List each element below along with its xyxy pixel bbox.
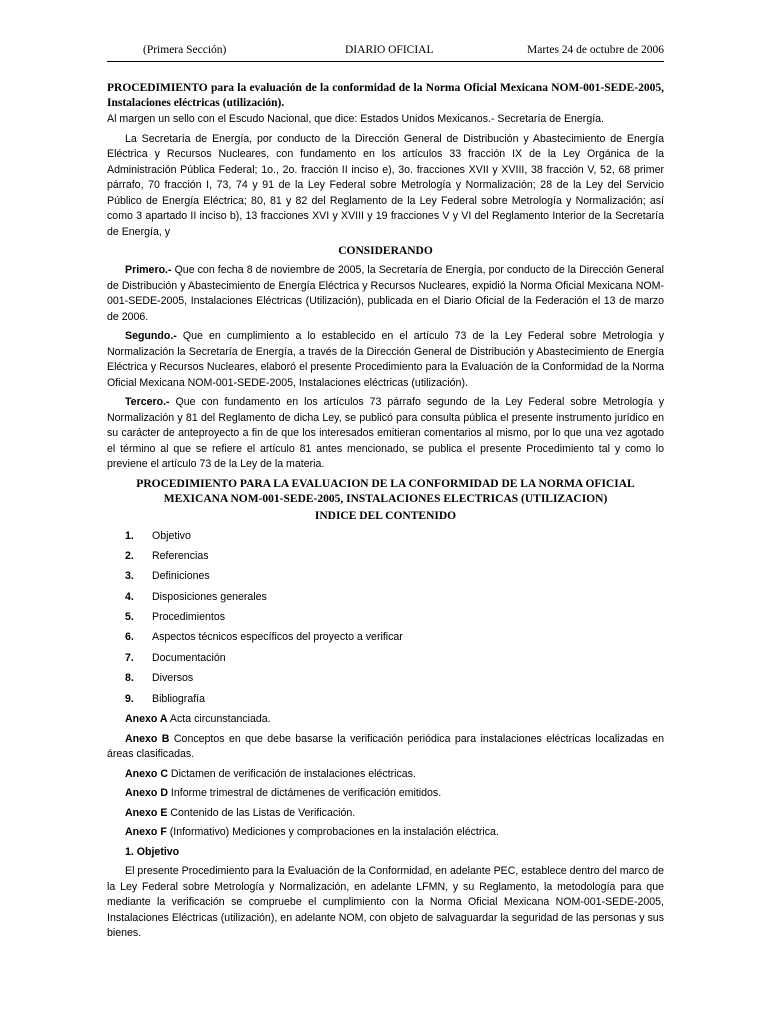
procedure-heading-line-2: MEXICANA NOM-001-SEDE-2005, INSTALACIONES ELECTRICAS (UTILIZACION) (163, 492, 608, 505)
toc-label: Documentación (152, 651, 226, 664)
tercero-label: Tercero.- (125, 396, 170, 408)
toc-number: 5. (125, 611, 134, 624)
toc-item (107, 590, 664, 610)
toc-item (107, 569, 664, 589)
considerando-tercero (107, 395, 664, 473)
section-1-paragraph: El presente Procedimiento para la Evaluación de la Conformidad, en adelante PEC, establece dentro del marco de la Ley Federal sobre Metrología y Normalización, en adelante LFMN, y su Reglamento, la metodología para que mediante la verificación se compruebe el cumplimiento con la Norma Oficial Mexicana NOM-001-SEDE-2005, Instalaciones Eléctricas (utilización), en adelante NOM, con objeto de salvaguardar la seguridad de las personas y sus bienes. (107, 865, 664, 940)
toc-number: 8. (125, 672, 134, 685)
toc-label: Referencias (152, 549, 209, 562)
toc-label: Aspectos técnicos específicos del proyecto a verificar (152, 631, 403, 644)
toc-number: 2. (125, 549, 134, 562)
document-title: PROCEDIMIENTO para la evaluación de la conformidad de la Norma Oficial Mexicana NOM-001-SEDE-2005, Instalaciones eléctricas (utilización). (107, 82, 664, 109)
toc-item (107, 630, 664, 650)
annex-e (107, 806, 664, 822)
header-publication: DIARIO OFICIAL (345, 44, 434, 56)
annex-label: Anexo D (125, 787, 168, 800)
toc-label: Definiciones (152, 570, 210, 583)
toc-label: Diversos (152, 672, 194, 685)
section-1-heading: 1. Objetivo (125, 845, 180, 858)
segundo-text: Que en cumplimiento a lo establecido en el artículo 73 de la Ley Federal sobre Metrología y Normalización la Secretaría de Energía, a través de la Dirección General de Distribución y Abastecimiento de Energía Eléctrica y Recursos Nucleares, elaboró el presente Procedimiento para la Evaluación de la Conformidad de la Norma Oficial Mexicana NOM-001-SEDE-2005, Instalaciones eléctricas (utilización). (107, 330, 664, 389)
annex-label: Anexo A (125, 713, 168, 726)
procedure-heading-line-1: PROCEDIMIENTO PARA LA EVALUACION DE LA CONFORMIDAD DE LA NORMA OFICIAL (136, 477, 635, 490)
annex-b (107, 732, 664, 763)
toc-number: 3. (125, 570, 134, 583)
toc-item (107, 692, 664, 712)
annex-c (107, 767, 664, 783)
considerando-segundo (107, 329, 664, 391)
header-divider (107, 61, 664, 62)
toc-item (107, 671, 664, 691)
toc-label: Objetivo (152, 529, 191, 542)
segundo-label: Segundo.- (125, 330, 177, 342)
document-body (107, 81, 664, 946)
annex-label: Anexo F (125, 826, 167, 839)
considerando-heading: CONSIDERANDO (338, 245, 433, 257)
considerando-primero (107, 263, 664, 325)
procedure-heading (107, 477, 664, 507)
annex-f (107, 825, 664, 841)
table-of-contents (107, 529, 664, 713)
annex-text: Dictamen de verificación de instalaciones eléctricas. (167, 767, 416, 780)
toc-label: Bibliografía (152, 692, 205, 705)
toc-item (107, 529, 664, 549)
tercero-text: Que con fundamento en los artículos 73 párrafo segundo de la Ley Federal sobre Metrología y Normalización y 81 del Reglamento de dicha Ley, se publicó para consulta pública el presente instrumento jurídico en su carácter de anteproyecto a fin de que los interesados emitieran comentarios al mismo, por lo que una vez agotado el término al que se refiere el artículo 81 antes mencionado, se publica el presente Procedimiento tal y como lo previene el artículo 73 de la Ley de la materia. (107, 396, 664, 470)
page-header (107, 44, 664, 60)
preamble-paragraph: La Secretaría de Energía, por conducto de la Dirección General de Distribución y Abastecimiento de Energía Eléctrica y Recursos Nucleares, con fundamento en los artículos 33 fracción IX de la Ley Orgánica de la Administración Pública Federal; 1o., 2o. fracción II inciso e), 3o. fracciones XVII y XVIII, 38 fracción V, 52, 68 primer párrafo, 70 fracción I, 73, 74 y 91 de la Ley Federal sobre Metrología y Normalización; 28 de la Ley del Servicio Público de Energía Eléctrica; 80, 81 y 82 del Reglamento de la Ley Federal sobre Metrología y Normalización; así como 3 apartado II inciso b), 13 fracciones XVI y XVIII y 19 fracciones V y VI del Reglamento Interior de la Secretaría de Energía, y (107, 132, 664, 238)
index-heading: INDICE DEL CONTENIDO (314, 509, 457, 522)
header-section: (Primera Sección) (143, 44, 227, 56)
toc-item (107, 610, 664, 630)
annex-text: Informe trimestral de dictámenes de verificación emitidos. (167, 787, 442, 800)
primero-label: Primero.- (125, 264, 172, 276)
annex-text: Contenido de las Listas de Verificación. (167, 806, 356, 819)
toc-number: 4. (125, 590, 134, 603)
toc-item (107, 549, 664, 569)
annex-label: Anexo E (125, 806, 168, 819)
annex-d (107, 786, 664, 802)
toc-label: Disposiciones generales (152, 590, 267, 603)
toc-number: 9. (125, 692, 134, 705)
seal-note: Al margen un sello con el Escudo Nacional, que dice: Estados Unidos Mexicanos.- Secretaría de Energía. (107, 113, 605, 125)
annex-text: (Informativo) Mediciones y comprobaciones en la instalación eléctrica. (166, 826, 499, 839)
annex-label: Anexo C (125, 767, 168, 780)
toc-number: 7. (125, 651, 134, 664)
toc-number: 6. (125, 631, 134, 644)
annex-text: Conceptos en que debe basarse la verificación periódica para instalaciones eléctricas localizadas en áreas clasificadas. (107, 732, 664, 761)
primero-text: Que con fecha 8 de noviembre de 2005, la Secretaría de Energía, por conducto de la Dirección General de Distribución y Abastecimiento de Energía Eléctrica y Recursos Nucleares, expidió la Norma Oficial Mexicana NOM-001-SEDE-2005, Instalaciones Eléctricas (Utilización), publicada en el Diario Oficial de la Federación el 13 de marzo de 2006. (107, 264, 664, 323)
annex-label: Anexo B (125, 732, 170, 745)
annex-text: Acta circunstanciada. (167, 713, 271, 726)
annex-a (107, 712, 664, 728)
toc-item (107, 651, 664, 671)
header-date: Martes 24 de octubre de 2006 (526, 44, 664, 56)
toc-number: 1. (125, 529, 134, 542)
toc-label: Procedimientos (152, 611, 226, 624)
